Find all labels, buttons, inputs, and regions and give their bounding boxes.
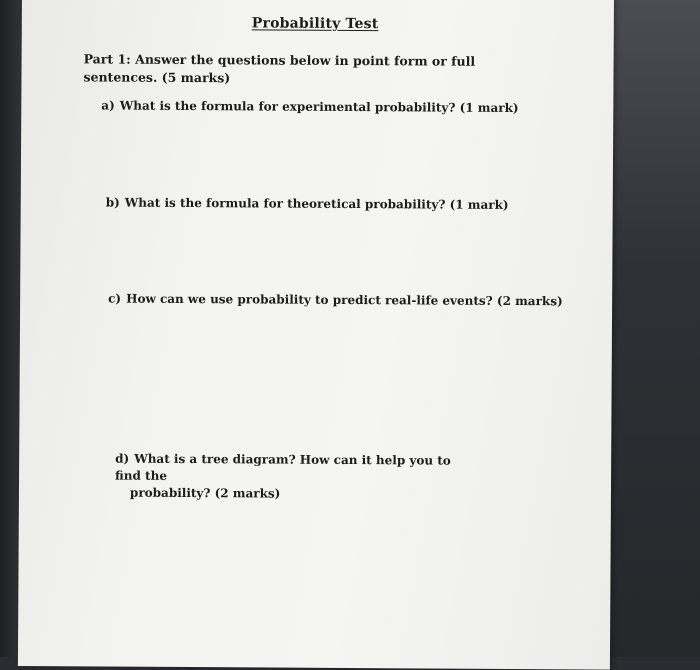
part-instruction-text: : Answer the questions below in point form or full sentences. (5 marks): [83, 51, 476, 86]
question-text-continued: probability? (2 marks): [129, 485, 281, 501]
question-label: a): [101, 98, 115, 113]
background-right: [612, 0, 700, 657]
question-text: What is a tree diagram? How can it help you to find the: [115, 451, 451, 483]
question-label: c): [108, 291, 122, 306]
question-a: [101, 97, 561, 117]
question-text: What is the formula for experimental probability? (1 mark): [119, 98, 519, 116]
question-text: How can we use probability to predict real-life events? (2 marks): [126, 291, 563, 309]
page-title: Probability Test: [251, 15, 379, 33]
question-b: [106, 195, 566, 215]
part-instruction: [83, 50, 533, 89]
question-d: [115, 451, 475, 504]
part-label: Part 1: [83, 51, 127, 67]
question-label: b): [105, 195, 120, 210]
question-c: [108, 291, 578, 311]
question-text: What is the formula for theoretical probability? (1 mark): [124, 195, 509, 212]
question-label: d): [115, 451, 130, 466]
test-paper: [18, 0, 614, 670]
